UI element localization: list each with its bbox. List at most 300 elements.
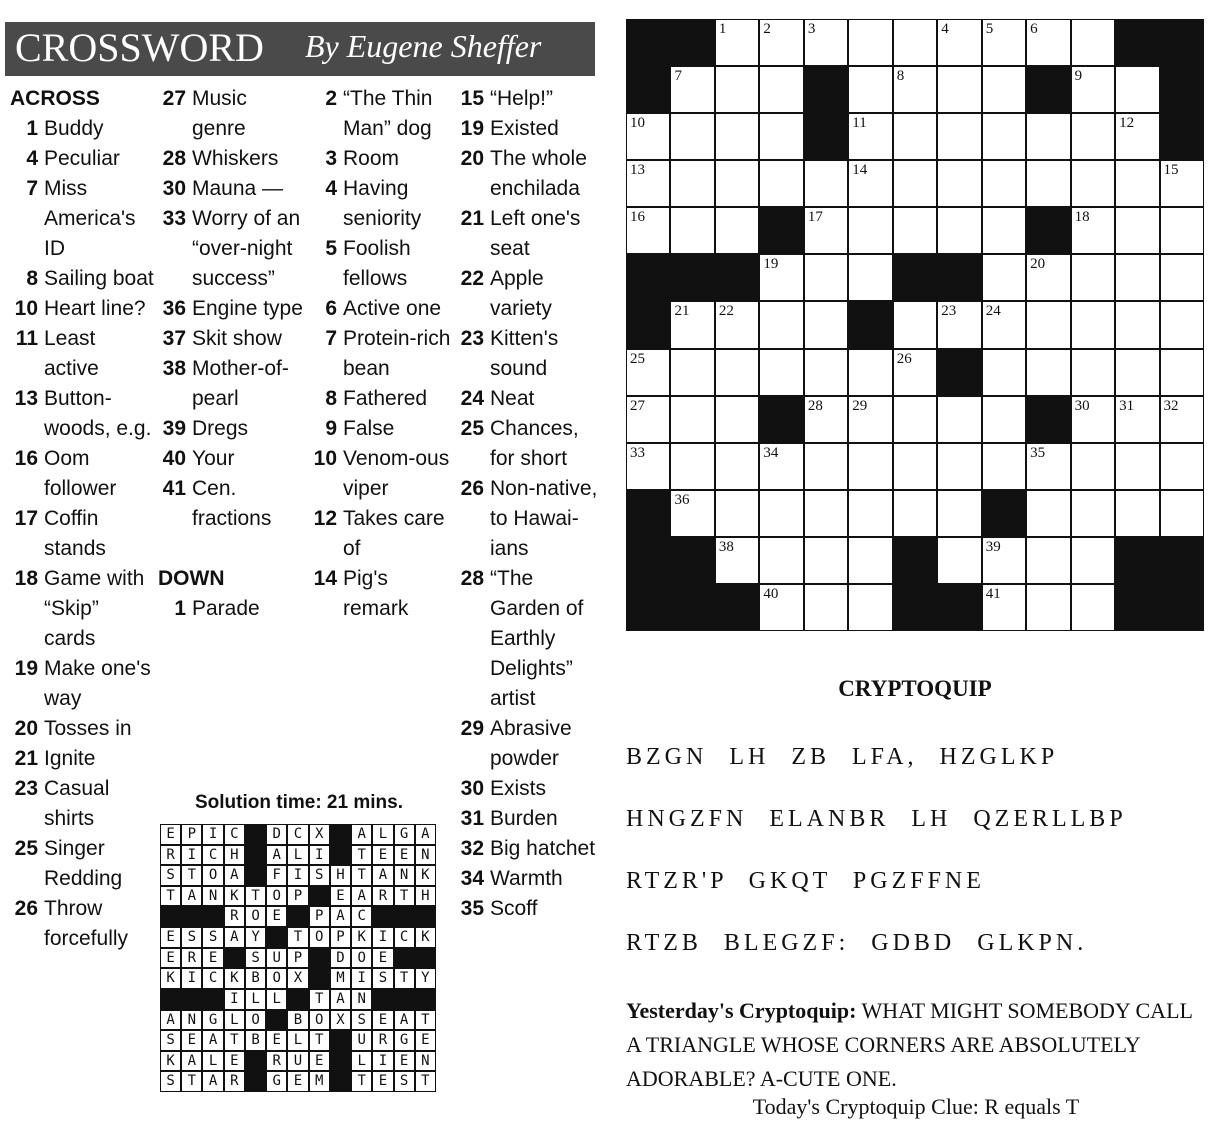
- clue-text: Oom follower: [44, 447, 117, 500]
- clue-text: Skit show: [192, 327, 282, 350]
- grid-cell[interactable]: [938, 302, 980, 347]
- grid-cell[interactable]: [894, 397, 936, 442]
- grid-cell[interactable]: [1072, 114, 1114, 159]
- solution-cell: A: [395, 1011, 414, 1030]
- cryptoquip-line: BZGN LH ZB LFA, HZGLKP: [626, 744, 1059, 770]
- clue-text: Least active: [44, 327, 99, 380]
- solution-cell: P: [182, 825, 201, 844]
- grid-cell[interactable]: [1027, 491, 1069, 536]
- grid-cell[interactable]: [983, 585, 1025, 630]
- grid-cell[interactable]: [938, 208, 980, 253]
- clue-text: Warmth: [490, 867, 563, 890]
- clue-number: 10: [14, 297, 38, 320]
- grid-cell[interactable]: [805, 161, 847, 206]
- solution-cell: K: [225, 969, 244, 988]
- clue-text: Neat: [490, 387, 535, 410]
- grid-cell[interactable]: [671, 302, 713, 347]
- grid-cell[interactable]: [849, 161, 891, 206]
- solution-cell: E: [161, 928, 180, 947]
- clue-text: Cen. fractions: [192, 477, 272, 530]
- grid-cell[interactable]: [1027, 114, 1069, 159]
- clue-column-2: [158, 84, 306, 624]
- grid-cell[interactable]: [938, 397, 980, 442]
- grid-cell[interactable]: [938, 67, 980, 112]
- grid-cell[interactable]: [983, 302, 1025, 347]
- clue: [158, 204, 306, 294]
- grid-cell[interactable]: [1116, 67, 1158, 112]
- solution-cell: D: [267, 825, 286, 844]
- solution-cell: S: [310, 866, 329, 885]
- grid-cell[interactable]: [894, 20, 936, 65]
- solution-cell: N: [395, 866, 414, 885]
- grid-cell[interactable]: [1116, 302, 1158, 347]
- clue: [305, 84, 453, 144]
- clue: [452, 144, 602, 204]
- grid-cell[interactable]: [938, 20, 980, 65]
- grid-cell[interactable]: [671, 350, 713, 395]
- grid-cell[interactable]: [805, 538, 847, 583]
- clue-number: 19: [14, 657, 38, 680]
- solution-cell: L: [225, 1011, 244, 1030]
- grid-cell-number: 14: [852, 162, 868, 179]
- solution-cell: R: [225, 907, 244, 926]
- clue-number: 41: [162, 477, 186, 500]
- solution-cell: L: [288, 846, 307, 865]
- solution-cell: G: [395, 825, 414, 844]
- clue-number: 25: [460, 417, 484, 440]
- grid-cell[interactable]: [1072, 491, 1114, 536]
- grid-cell[interactable]: [1161, 208, 1203, 253]
- solution-cell: S: [203, 928, 222, 947]
- grid-cell[interactable]: [849, 67, 891, 112]
- grid-cell[interactable]: [716, 114, 758, 159]
- grid-cell[interactable]: [805, 491, 847, 536]
- grid-cell[interactable]: [1072, 208, 1114, 253]
- grid-cell[interactable]: [983, 350, 1025, 395]
- clue-text: Apple variety: [490, 267, 552, 320]
- clue-text: Tosses in: [44, 717, 132, 740]
- grid-cell[interactable]: [716, 350, 758, 395]
- clue-text: Dregs: [192, 417, 249, 440]
- grid-cell[interactable]: [1161, 161, 1203, 206]
- solution-cell: X: [310, 825, 329, 844]
- solution-cell: A: [373, 866, 392, 885]
- clue-number: 25: [14, 837, 38, 860]
- solution-cell: A: [182, 887, 201, 906]
- clue-number: 37: [162, 327, 186, 350]
- solution-cell: T: [352, 846, 371, 865]
- grid-cell[interactable]: [760, 444, 802, 489]
- grid-cell[interactable]: [1072, 20, 1114, 65]
- clue-text: “The Garden of Earthly Delights” artist: [490, 567, 584, 710]
- clue: [305, 294, 453, 324]
- solution-cell: I: [182, 846, 201, 865]
- solution-cell: E: [267, 1031, 286, 1050]
- solution-cell: B: [288, 1011, 307, 1030]
- grid-cell-number: 41: [985, 585, 1001, 602]
- solution-cell: C: [395, 928, 414, 947]
- grid-cell[interactable]: [716, 208, 758, 253]
- clue: [452, 834, 602, 864]
- clue-text: “The Thin Man” dog: [343, 87, 433, 140]
- grid-cell[interactable]: [671, 208, 713, 253]
- clue-number: 27: [162, 87, 186, 110]
- grid-cell[interactable]: [1116, 444, 1158, 489]
- clue: [10, 264, 155, 294]
- clue-number: 14: [313, 567, 337, 590]
- grid-cell[interactable]: [938, 161, 980, 206]
- solution-cell: L: [203, 1052, 222, 1071]
- grid-cell[interactable]: [983, 397, 1025, 442]
- clue-text: Existed: [490, 117, 559, 140]
- clue-text: Non-native, to Hawai-ians: [490, 477, 598, 560]
- grid-cell[interactable]: [1072, 161, 1114, 206]
- grid-cell[interactable]: [627, 444, 669, 489]
- solution-cell: E: [373, 1011, 392, 1030]
- solution-cell: I: [352, 969, 371, 988]
- solution-cell: P: [331, 928, 350, 947]
- clue-text: Exists: [490, 777, 547, 800]
- solution-cell: S: [373, 969, 392, 988]
- grid-cell[interactable]: [894, 67, 936, 112]
- grid-cell[interactable]: [938, 491, 980, 536]
- clue-number: 11: [15, 327, 38, 350]
- clue-text: Miss America's ID: [44, 177, 136, 260]
- solution-cell: O: [352, 949, 371, 968]
- grid-cell[interactable]: [805, 585, 847, 630]
- grid-cell-number: 39: [985, 538, 1001, 555]
- solution-cell: K: [352, 928, 371, 947]
- grid-cell-number: 9: [1074, 68, 1083, 85]
- grid-cell[interactable]: [983, 114, 1025, 159]
- grid-cell[interactable]: [760, 538, 802, 583]
- grid-cell[interactable]: [849, 255, 891, 300]
- grid-cell-number: 17: [807, 209, 823, 226]
- grid-cell[interactable]: [1027, 444, 1069, 489]
- grid-cell[interactable]: [1161, 397, 1203, 442]
- grid-cell[interactable]: [671, 161, 713, 206]
- solution-cell: T: [310, 990, 329, 1009]
- grid-cell[interactable]: [983, 208, 1025, 253]
- solution-cell: E: [182, 1031, 201, 1050]
- grid-cell[interactable]: [1072, 67, 1114, 112]
- grid-cell[interactable]: [1027, 302, 1069, 347]
- grid-cell[interactable]: [760, 350, 802, 395]
- clue: [452, 384, 602, 414]
- grid-cell[interactable]: [760, 585, 802, 630]
- grid-cell[interactable]: [1116, 350, 1158, 395]
- grid-cell[interactable]: [1072, 350, 1114, 395]
- grid-cell-number: 24: [985, 303, 1001, 320]
- clue: [10, 384, 155, 444]
- grid-cell[interactable]: [1072, 255, 1114, 300]
- grid-cell[interactable]: [1161, 444, 1203, 489]
- grid-cell[interactable]: [849, 444, 891, 489]
- grid-cell[interactable]: [627, 161, 669, 206]
- clue-text: Pig's remark: [343, 567, 409, 620]
- clue: [158, 594, 306, 624]
- grid-cell[interactable]: [760, 67, 802, 112]
- solution-cell: Y: [246, 928, 265, 947]
- grid-cell[interactable]: [760, 302, 802, 347]
- grid-cell[interactable]: [805, 397, 847, 442]
- grid-cell[interactable]: [716, 397, 758, 442]
- clue: [452, 84, 602, 114]
- solution-time: Solution time: 21 mins.: [195, 792, 403, 813]
- clue-text: Heart line?: [44, 297, 146, 320]
- grid-cell[interactable]: [1027, 161, 1069, 206]
- grid-cell[interactable]: [671, 397, 713, 442]
- grid-cell[interactable]: [1116, 114, 1158, 159]
- solution-cell: O: [310, 928, 329, 947]
- solution-cell: B: [246, 969, 265, 988]
- grid-cell[interactable]: [938, 114, 980, 159]
- grid-cell[interactable]: [671, 491, 713, 536]
- clue-number: 21: [14, 747, 38, 770]
- clue: [305, 174, 453, 234]
- solution-cell: I: [225, 990, 244, 1009]
- solution-cell: O: [246, 1011, 265, 1030]
- clue: [158, 324, 306, 354]
- grid-cell[interactable]: [1027, 585, 1069, 630]
- grid-cell[interactable]: [894, 302, 936, 347]
- solution-cell: I: [310, 846, 329, 865]
- grid-cell[interactable]: [983, 444, 1025, 489]
- grid-cell[interactable]: [716, 302, 758, 347]
- solution-cell: K: [416, 928, 435, 947]
- grid-cell[interactable]: [938, 444, 980, 489]
- solution-cell: A: [331, 990, 350, 1009]
- clue: [452, 414, 602, 474]
- grid-cell[interactable]: [983, 161, 1025, 206]
- grid-cell-number: 31: [1119, 397, 1135, 414]
- grid-cell[interactable]: [627, 208, 669, 253]
- clue-number: 10: [313, 447, 337, 470]
- clue-text: Abrasive powder: [490, 717, 572, 770]
- clue-number: 40: [162, 447, 186, 470]
- grid-cell[interactable]: [1027, 538, 1069, 583]
- grid-cell[interactable]: [627, 397, 669, 442]
- grid-cell[interactable]: [894, 444, 936, 489]
- grid-cell[interactable]: [1161, 302, 1203, 347]
- clue-number: 32: [460, 837, 484, 860]
- solution-cell: E: [225, 1052, 244, 1071]
- clue: [305, 234, 453, 294]
- grid-cell[interactable]: [805, 302, 847, 347]
- grid-cell[interactable]: [716, 538, 758, 583]
- solution-cell: E: [161, 949, 180, 968]
- grid-cell-number: 11: [852, 115, 867, 132]
- grid-cell[interactable]: [849, 491, 891, 536]
- solution-cell: C: [225, 825, 244, 844]
- grid-cell[interactable]: [671, 444, 713, 489]
- across-heading: ACROSS: [10, 87, 100, 110]
- clue-text: Coffin stands: [44, 507, 106, 560]
- solution-cell: S: [352, 1011, 371, 1030]
- grid-cell[interactable]: [760, 491, 802, 536]
- solution-cell: N: [182, 1011, 201, 1030]
- grid-cell[interactable]: [716, 20, 758, 65]
- solution-cell: H: [225, 846, 244, 865]
- grid-cell[interactable]: [760, 161, 802, 206]
- grid-cell[interactable]: [849, 350, 891, 395]
- clue-number: 34: [460, 867, 484, 890]
- grid-cell[interactable]: [805, 255, 847, 300]
- grid-cell[interactable]: [760, 20, 802, 65]
- solution-cell: T: [182, 1072, 201, 1091]
- grid-cell-number: 22: [718, 303, 734, 320]
- clue-text: Big hatchet: [490, 837, 596, 860]
- grid-cell[interactable]: [805, 208, 847, 253]
- clue: [305, 144, 453, 174]
- clue-text: Worry of an “over-night success”: [192, 207, 301, 290]
- solution-cell: E: [267, 907, 286, 926]
- grid-cell[interactable]: [805, 444, 847, 489]
- grid-cell[interactable]: [716, 444, 758, 489]
- clue: [10, 714, 155, 744]
- clue-number: 7: [26, 177, 38, 200]
- clue-text: Parade: [192, 597, 260, 620]
- clue-number: 24: [460, 387, 484, 410]
- solution-cell: O: [203, 866, 222, 885]
- grid-cell[interactable]: [1116, 491, 1158, 536]
- grid-cell[interactable]: [1072, 444, 1114, 489]
- clue: [158, 354, 306, 414]
- down-heading: DOWN: [158, 567, 225, 590]
- spacer: [158, 534, 306, 564]
- grid-cell[interactable]: [938, 538, 980, 583]
- solution-cell: T: [182, 866, 201, 885]
- solution-cell: P: [288, 949, 307, 968]
- grid-cell[interactable]: [805, 350, 847, 395]
- solution-cell: O: [246, 907, 265, 926]
- grid-cell[interactable]: [894, 350, 936, 395]
- solution-cell: E: [416, 1031, 435, 1050]
- grid-cell[interactable]: [1116, 161, 1158, 206]
- clue-text: Make one's way: [44, 657, 151, 710]
- grid-cell[interactable]: [671, 114, 713, 159]
- solution-cell: C: [352, 907, 371, 926]
- grid-cell[interactable]: [1027, 350, 1069, 395]
- grid-cell[interactable]: [849, 114, 891, 159]
- grid-cell[interactable]: [627, 114, 669, 159]
- grid-cell[interactable]: [1072, 302, 1114, 347]
- grid-cell-number: 1: [718, 21, 727, 37]
- grid-cell-number: 20: [1030, 256, 1046, 273]
- grid-cell[interactable]: [1027, 20, 1069, 65]
- grid-cell-number: 21: [674, 303, 690, 320]
- solution-cell: T: [416, 1011, 435, 1030]
- clue-number: 31: [460, 807, 484, 830]
- grid-cell[interactable]: [760, 114, 802, 159]
- clue-text: Mother-of-pearl: [192, 357, 289, 410]
- clue-text: Room: [343, 147, 400, 170]
- grid-cell[interactable]: [849, 208, 891, 253]
- grid-cell[interactable]: [1116, 397, 1158, 442]
- clue: [452, 894, 602, 924]
- solution-cell: F: [267, 866, 286, 885]
- grid-cell-number: 33: [630, 444, 645, 461]
- clue-text: The whole enchilada: [490, 147, 587, 200]
- solution-cell: R: [267, 1052, 286, 1071]
- grid-cell[interactable]: [983, 538, 1025, 583]
- grid-cell[interactable]: [1161, 491, 1203, 536]
- clue-column-3: [305, 84, 453, 624]
- clue-number: 13: [14, 387, 38, 410]
- grid-cell[interactable]: [760, 255, 802, 300]
- clue-number: 38: [162, 357, 186, 380]
- clue-text: Music genre: [192, 87, 247, 140]
- grid-cell[interactable]: [627, 350, 669, 395]
- solution-cell: A: [416, 825, 435, 844]
- grid-cell[interactable]: [1161, 350, 1203, 395]
- grid-cell[interactable]: [894, 208, 936, 253]
- grid-cell[interactable]: [1072, 397, 1114, 442]
- grid-cell[interactable]: [716, 161, 758, 206]
- solution-cell: K: [225, 887, 244, 906]
- solution-cell: I: [288, 866, 307, 885]
- solution-cell: G: [267, 1072, 286, 1091]
- grid-cell[interactable]: [1161, 255, 1203, 300]
- grid-cell-number: 40: [763, 585, 779, 602]
- grid-cell[interactable]: [894, 161, 936, 206]
- solution-grid: [160, 824, 436, 1092]
- grid-cell[interactable]: [849, 538, 891, 583]
- clue-number: 30: [162, 177, 186, 200]
- solution-cell: K: [416, 866, 435, 885]
- clue: [452, 324, 602, 384]
- clue: [452, 114, 602, 144]
- grid-cell[interactable]: [1072, 538, 1114, 583]
- grid-cell[interactable]: [716, 67, 758, 112]
- grid-cell[interactable]: [849, 397, 891, 442]
- clue-text: Buddy: [44, 117, 104, 140]
- clue-text: Protein-rich bean: [343, 327, 451, 380]
- clue-text: Game with “Skip” cards: [44, 567, 145, 650]
- grid-cell[interactable]: [1116, 208, 1158, 253]
- grid-cell[interactable]: [805, 20, 847, 65]
- solution-cell: N: [416, 1052, 435, 1071]
- grid-cell[interactable]: [1116, 255, 1158, 300]
- grid-cell-number: 25: [630, 350, 645, 367]
- clue: [10, 174, 155, 264]
- grid-cell[interactable]: [849, 585, 891, 630]
- grid-cell[interactable]: [671, 67, 713, 112]
- grid-cell[interactable]: [894, 491, 936, 536]
- solution-cell: T: [352, 1072, 371, 1091]
- grid-cell[interactable]: [983, 67, 1025, 112]
- grid-cell[interactable]: [983, 20, 1025, 65]
- clue-text: Left one's seat: [490, 207, 581, 260]
- clue: [452, 864, 602, 894]
- solution-cell: A: [352, 825, 371, 844]
- grid-cell-number: 4: [941, 21, 949, 37]
- grid-cell[interactable]: [1072, 585, 1114, 630]
- grid-cell[interactable]: [894, 114, 936, 159]
- solution-cell: H: [416, 887, 435, 906]
- grid-cell[interactable]: [983, 255, 1025, 300]
- clue-number: 28: [460, 567, 484, 590]
- clue-text: Having seniority: [343, 177, 422, 230]
- clue: [10, 294, 155, 324]
- grid-cell[interactable]: [849, 20, 891, 65]
- clue: [452, 264, 602, 324]
- grid-cell[interactable]: [1027, 255, 1069, 300]
- clue-number: 17: [14, 507, 38, 530]
- solution-cell: S: [161, 866, 180, 885]
- solution-cell: T: [161, 887, 180, 906]
- grid-cell[interactable]: [716, 491, 758, 536]
